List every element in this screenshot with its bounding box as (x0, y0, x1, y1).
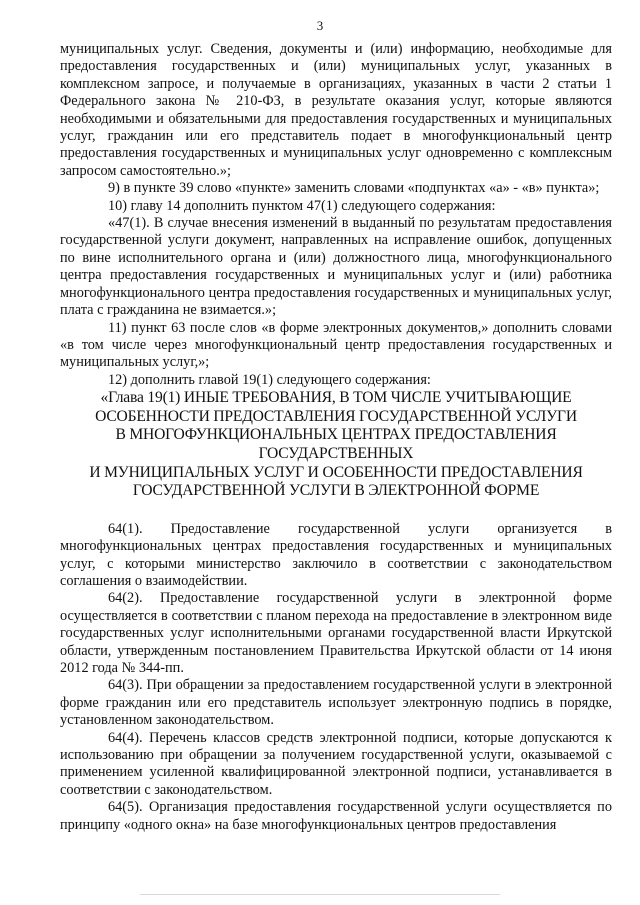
paragraph-clause-47-1: «47(1). В случае внесения изменений в выданный по результатам предоставления государственной услуги документ, направленных на исправление ошибок, допущенных по вине исполнительного органа и (или) должностного лица, многофункционального центра предоставления государственных и муниципальных услуг и (или) работника многофункционального центра предоставления государственных и муниципальных услуг, плата с гражданина не взимается.»; (60, 215, 612, 319)
chapter-heading (60, 389, 612, 501)
paragraph-item-9: 9) в пункте 39 слово «пункте» заменить словами «подпунктах «а» - «в» пункта»; (108, 180, 600, 197)
spacer (60, 501, 612, 521)
chapter-heading-line: ГОСУДАРСТВЕННЫХ (258, 444, 414, 462)
chapter-heading-line: ОСОБЕННОСТИ ПРЕДОСТАВЛЕНИЯ ГОСУДАРСТВЕННОЙ УСЛУГИ (95, 407, 577, 425)
scan-edge-line (140, 894, 500, 895)
paragraph-item-11: 11) пункт 63 после слов «в форме электронных документов,» дополнить словами «в том числе через многофункциональный центр предоставления государственных и муниципальных услуг,»; (60, 319, 612, 371)
document-body (60, 41, 612, 834)
chapter-heading-line: ГОСУДАРСТВЕННОЙ УСЛУГИ В ЭЛЕКТРОННОЙ ФОРМЕ (132, 482, 540, 500)
paragraph-64-5: 64(5). Организация предоставления государственной услуги осуществляется по принципу «одного окна» на базе многофункциональных центров предоставления (60, 799, 612, 833)
paragraph-64-4: 64(4). Перечень классов средств электронной подписи, которые допускаются к использованию при обращении за получением государственной услуги, оказываемой с применением усиленной квалифицированной электронной подписи, устанавливается в соответствии с законодательством. (60, 729, 612, 798)
chapter-heading-line: В МНОГОФУНКЦИОНАЛЬНЫХ ЦЕНТРАХ ПРЕДОСТАВЛЕНИЯ (115, 426, 557, 444)
page-number: 3 (316, 18, 324, 33)
chapter-heading-line: «Глава 19(1) ИНЫЕ ТРЕБОВАНИЯ, В ТОМ ЧИСЛЕ УЧИТЫВАЮЩИЕ (100, 389, 572, 407)
chapter-heading-line: И МУНИЦИПАЛЬНЫХ УСЛУГ И ОСОБЕННОСТИ ПРЕДОСТАВЛЕНИЯ (89, 463, 583, 481)
paragraph-continuation: муниципальных услуг. Сведения, документы и (или) информацию, необходимые для предоставления государственных и (или) муниципальных услуг, указанных в комплексном запросе, и получаемые в организациях, указанных в части 2 статьи 1 Федерального закона № 210-ФЗ, в результате оказания услуг, которые являются необходимыми и обязательными для предоставления государственных и муниципальных услуг, гражданин или его представитель подает в многофункциональный центр предоставления государственных и муниципальных услуг одновременно с комплексным запросом самостоятельно.»; (60, 41, 612, 179)
paragraph-64-3: 64(3). При обращении за предоставлением государственной услуги в электронной форме гражданин или его представитель использует электронную подпись в порядке, установленном законодательством. (60, 677, 612, 729)
paragraph-64-2: 64(2). Предоставление государственной услуги в электронной форме осуществляется в соответствии с планом перехода на предоставление в электронном виде государственных услуг исполнительными органами государственной власти Иркутской области, утвержденным постановлением Правительства Иркутской области от 14 июня 2012 года № 344-пп. (60, 590, 612, 676)
paragraph-item-12: 12) дополнить главой 19(1) следующего содержания: (108, 371, 431, 388)
paragraph-64-1: 64(1). Предоставление государственной услуги организуется в многофункциональных центрах предоставления государственных и муниципальных услуг, с которыми министерство заключило в соответствии с законодательством соглашения о взаимодействии. (60, 520, 612, 589)
paragraph-item-10: 10) главу 14 дополнить пунктом 47(1) следующего содержания: (108, 197, 496, 214)
